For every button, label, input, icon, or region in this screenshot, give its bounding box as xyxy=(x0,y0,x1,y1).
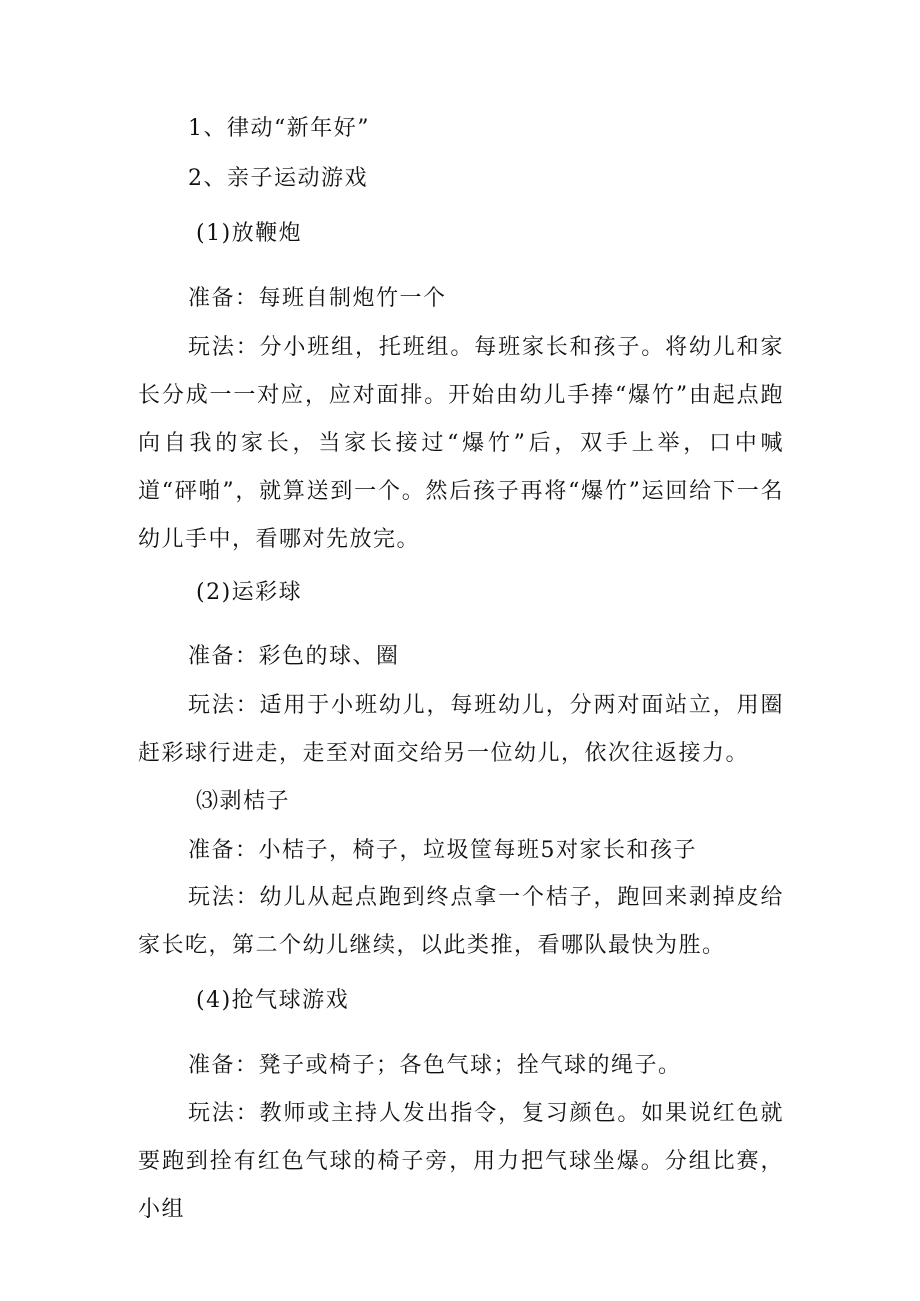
game-2-rules: 玩法：适用于小班幼儿，每班幼儿，分两对面站立，用圈赶彩球行进走，走至对面交给另一位幼儿，依次往返接力。 xyxy=(138,693,784,766)
game-2-title: (2)运彩球 xyxy=(196,580,303,605)
game-4-rules: 玩法：教师或主持人发出指令，复习颜色。如果说红色就要跑到拴有红色气球的椅子旁，用力把气球坐爆。分组比赛，小组 xyxy=(138,1101,784,1222)
game-1-prep: 准备：每班自制炮竹一个 xyxy=(188,286,447,311)
game-1-rules: 玩法：分小班组，托班组。每班家长和孩子。将幼儿和家长分成一一对应，应对面排。开始由幼儿手捧“爆竹”由起点跑向自我的家长，当家长接过“爆竹”后，双手上举，口中喊道“砰啪”，就算送到一个。然后孩子再将“爆竹”运回给下一名幼儿手中，看哪对先放完。 xyxy=(138,335,784,552)
game-3-rules: 玩法：幼儿从起点跑到终点拿一个桔子，跑回来剥掉皮给家长吃，第二个幼儿继续，以此类推，看哪队最快为胜。 xyxy=(138,885,784,958)
game-3-prep: 准备：小桔子，椅子，垃圾筐每班5对家长和孩子 xyxy=(188,838,697,863)
game-4-prep: 准备：凳子或椅子；各色气球；拴气球的绳子。 xyxy=(188,1053,682,1078)
game-3-title: ⑶剥桔子 xyxy=(196,789,291,814)
game-1-title: (1)放鞭炮 xyxy=(196,221,303,246)
game-4-title: (4)抢气球游戏 xyxy=(196,988,350,1013)
item-1-heading: 1、律动“新年好” xyxy=(188,116,370,141)
game-2-prep: 准备：彩色的球、圈 xyxy=(188,644,400,669)
item-2-heading: 2、亲子运动游戏 xyxy=(188,166,368,191)
